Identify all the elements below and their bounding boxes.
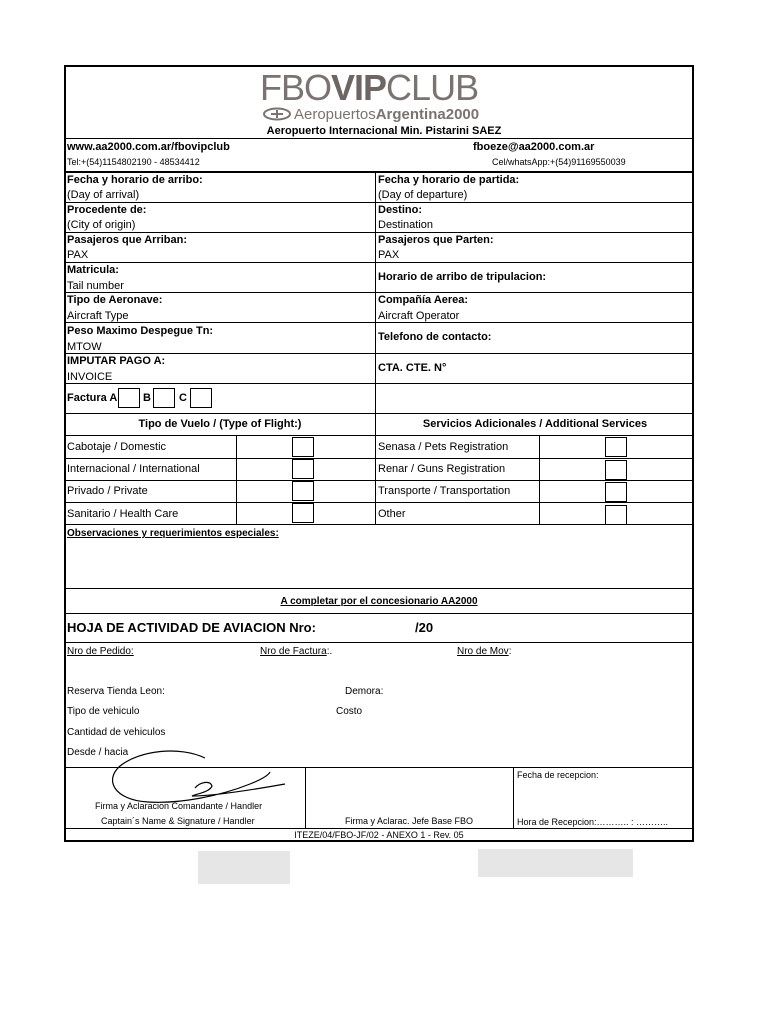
invoice-c-checkbox[interactable]	[190, 388, 212, 408]
reserva-label: Reserva Tienda Leon:	[67, 686, 165, 697]
mtow-sublabel: MTOW	[67, 341, 102, 353]
tail-number-label: Matricula:	[67, 264, 119, 276]
destination-sublabel: Destination	[378, 219, 434, 231]
redacted-area	[198, 851, 290, 884]
service-option-other: Other	[378, 508, 406, 520]
international-checkbox[interactable]	[292, 459, 314, 479]
divider	[65, 171, 693, 173]
operator-sublabel: Aircraft Operator	[378, 310, 460, 322]
account-number-label: CTA. CTE. N°	[378, 362, 447, 374]
health-care-checkbox[interactable]	[292, 503, 314, 523]
mtow-label: Peso Maximo Despegue Tn:	[67, 325, 214, 337]
destination-label: Destino:	[378, 204, 422, 216]
divider	[65, 458, 693, 459]
email-link[interactable]: fboeze@aa2000.com.ar	[473, 141, 595, 153]
aeropuertos-argentina-logo: AeropuertosArgentina2000	[262, 106, 479, 124]
divider	[65, 480, 693, 481]
crew-arrival-label: Horario de arribo de tripulacion:	[378, 271, 547, 283]
activity-sheet-title: HOJA DE ACTIVIDAD DE AVIACION Nro:	[67, 620, 316, 635]
invoice-a-checkbox[interactable]	[118, 388, 140, 408]
column-divider	[236, 436, 237, 524]
other-checkbox[interactable]	[605, 505, 627, 525]
flight-option-health-care: Sanitario / Health Care	[67, 508, 179, 520]
flight-option-private: Privado / Private	[67, 485, 148, 497]
departing-passengers-sublabel: PAX	[378, 249, 400, 261]
aircraft-type-label: Tipo de Aeronave:	[67, 294, 163, 306]
additional-services-header: Servicios Adicionales / Additional Services	[422, 418, 648, 430]
divider	[65, 413, 693, 414]
invoice-number-label: Nro de Factura:.	[260, 646, 333, 657]
commander-signature-label: Firma y Aclaracion Comandante / Handler	[95, 801, 263, 811]
captain-signature-label: Captain´s Name & Signature / Handler	[101, 816, 255, 826]
telephone: Tel:+(54)1154802190 - 48534412	[67, 157, 200, 167]
column-divider	[375, 413, 376, 524]
contact-phone-label: Telefono de contacto:	[378, 331, 492, 343]
invoice-to-sublabel: INVOICE	[67, 371, 113, 383]
invoice-b-checkbox[interactable]	[153, 388, 175, 408]
service-option-transportation: Transporte / Transportation	[378, 485, 511, 497]
origin-sublabel: (City of origin)	[67, 219, 136, 231]
cost-label: Costo	[336, 706, 363, 717]
service-option-pets: Senasa / Pets Registration	[378, 441, 509, 453]
divider	[65, 502, 693, 503]
movement-number-label: Nro de Mov:	[457, 646, 512, 657]
departing-passengers-label: Pasajeros que Parten:	[378, 234, 494, 246]
divider	[65, 383, 693, 384]
transportation-checkbox[interactable]	[605, 482, 627, 502]
divider	[65, 642, 693, 643]
column-divider	[375, 172, 376, 414]
divider	[65, 588, 693, 589]
aa2000-emblem-icon	[262, 107, 292, 121]
redacted-area	[478, 849, 633, 877]
reception-time-label: Hora de Recepcion:……….. : ………..	[517, 817, 669, 827]
cellphone: Cel/whatsApp:+(54)91169550039	[492, 157, 626, 167]
service-option-guns: Renar / Guns Registration	[378, 463, 506, 475]
order-number-label: Nro de Pedido:	[67, 646, 134, 657]
tail-number-sublabel: Tail number	[67, 280, 124, 292]
divider	[65, 292, 693, 293]
reception-date-label: Fecha de recepcion:	[517, 770, 599, 780]
website-link[interactable]: www.aa2000.com.ar/fbovipclub	[67, 141, 230, 153]
aircraft-type-sublabel: Aircraft Type	[67, 310, 129, 322]
column-divider	[513, 768, 514, 828]
fbo-vip-club-logo: FBOVIPCLUB	[260, 67, 479, 108]
observations-label: Observaciones y requerimientos especiales:	[67, 528, 279, 539]
invoice-to-label: IMPUTAR PAGO A:	[67, 355, 166, 367]
arriving-passengers-label: Pasajeros que Arriban:	[67, 234, 188, 246]
document-code: ITEZE/04/FBO-JF/02 - ANEXO 1 - Rev. 05	[294, 830, 464, 840]
vehicle-type-label: Tipo de vehiculo	[67, 706, 140, 717]
arriving-passengers-sublabel: PAX	[67, 249, 89, 261]
activity-year-suffix: /20	[415, 620, 434, 635]
invoice-b-label: B	[143, 392, 151, 404]
divider	[65, 524, 693, 525]
arrival-label: Fecha y horario de arribo:	[67, 174, 203, 186]
divider	[65, 138, 693, 139]
domestic-checkbox[interactable]	[292, 437, 314, 457]
departure-label: Fecha y horario de partida:	[378, 174, 520, 186]
airport-name: Aeropuerto Internacional Min. Pistarini SAEZ	[266, 125, 502, 137]
divider	[65, 262, 693, 263]
column-divider	[305, 768, 306, 828]
arrival-sublabel: (Day of arrival)	[67, 189, 140, 201]
private-checkbox[interactable]	[292, 481, 314, 501]
divider	[65, 232, 693, 233]
guns-checkbox[interactable]	[605, 460, 627, 480]
departure-sublabel: (Day of departure)	[378, 189, 468, 201]
base-chief-signature-label: Firma y Aclarac. Jefe Base FBO	[345, 816, 474, 826]
vehicle-quantity-label: Cantidad de vehiculos	[67, 727, 166, 738]
divider	[65, 202, 693, 203]
from-to-label: Desde / hacia	[67, 747, 129, 758]
origin-label: Procedente de:	[67, 204, 147, 216]
divider	[65, 435, 693, 436]
operator-label: Compañía Aerea:	[378, 294, 469, 306]
divider	[65, 613, 693, 614]
flight-type-header: Tipo de Vuelo / (Type of Flight:)	[138, 418, 302, 430]
concessionaire-label: A completar por el concesionario AA2000	[280, 596, 478, 607]
delay-label: Demora:	[345, 686, 384, 697]
column-divider	[539, 436, 540, 524]
divider	[65, 353, 693, 354]
flight-option-international: Internacional / International	[67, 463, 200, 475]
invoice-c-label: C	[179, 392, 187, 404]
invoice-type-label: Factura A	[67, 392, 118, 404]
flight-option-domestic: Cabotaje / Domestic	[67, 441, 167, 453]
pets-checkbox[interactable]	[605, 437, 627, 457]
